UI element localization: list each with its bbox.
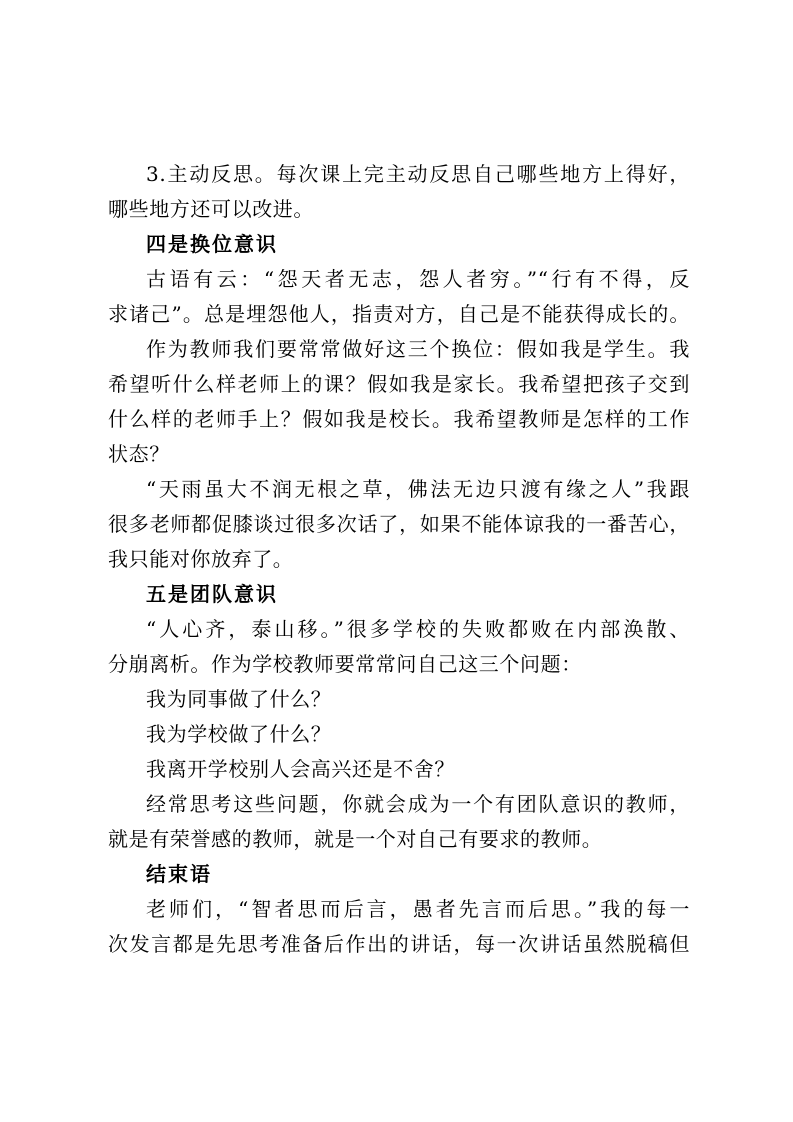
paragraph-line: 很多老师都促膝谈过很多次话了，如果不能体谅我的一番苦心， <box>108 512 690 536</box>
paragraph-line: 状态？ <box>108 442 170 466</box>
paragraph-line: 希望听什么样老师上的课？假如我是家长。我希望把孩子交到 <box>108 372 690 396</box>
section-heading: 四是换位意识 <box>146 232 278 256</box>
paragraph-line: 我为学校做了什么？ <box>146 722 332 746</box>
paragraph-line: 老师们，“智者思而后言，愚者先言而后思。”我的每一 <box>146 897 690 921</box>
paragraph-line: 古语有云：“怨天者无志，怨人者穷。”“行有不得，反 <box>146 267 690 291</box>
paragraph-line: 我离开学校别人会高兴还是不舍？ <box>146 757 455 781</box>
paragraph-line: 哪些地方还可以改进。 <box>108 197 314 221</box>
section-heading: 结束语 <box>146 862 212 886</box>
paragraph-line: 分崩离析。作为学校教师要常常问自己这三个问题： <box>108 652 582 676</box>
paragraph-line: 3.主动反思。每次课上完主动反思自己哪些地方上得好， <box>146 162 690 186</box>
paragraph-line: 我只能对你放弃了。 <box>108 547 294 571</box>
document-body <box>108 157 690 962</box>
paragraph-line: 什么样的老师手上？假如我是校长。我希望教师是怎样的工作 <box>108 407 690 431</box>
paragraph-line: “天雨虽大不润无根之草，佛法无边只渡有缘之人”我跟 <box>146 477 690 501</box>
paragraph-line: 求诸己”。总是埋怨他人，指责对方，自己是不能获得成长的。 <box>108 302 690 326</box>
section-heading: 五是团队意识 <box>146 582 278 606</box>
paragraph-line: “人心齐，泰山移。”很多学校的失败都败在内部涣散、 <box>146 617 690 641</box>
paragraph-line: 作为教师我们要常常做好这三个换位：假如我是学生。我 <box>146 337 690 361</box>
paragraph-line: 次发言都是先思考准备后作出的讲话，每一次讲话虽然脱稿但 <box>108 932 690 956</box>
paragraph-line: 经常思考这些问题，你就会成为一个有团队意识的教师， <box>146 792 690 816</box>
paragraph-line: 我为同事做了什么？ <box>146 687 332 711</box>
paragraph-line: 就是有荣誉感的教师，就是一个对自己有要求的教师。 <box>108 827 603 851</box>
